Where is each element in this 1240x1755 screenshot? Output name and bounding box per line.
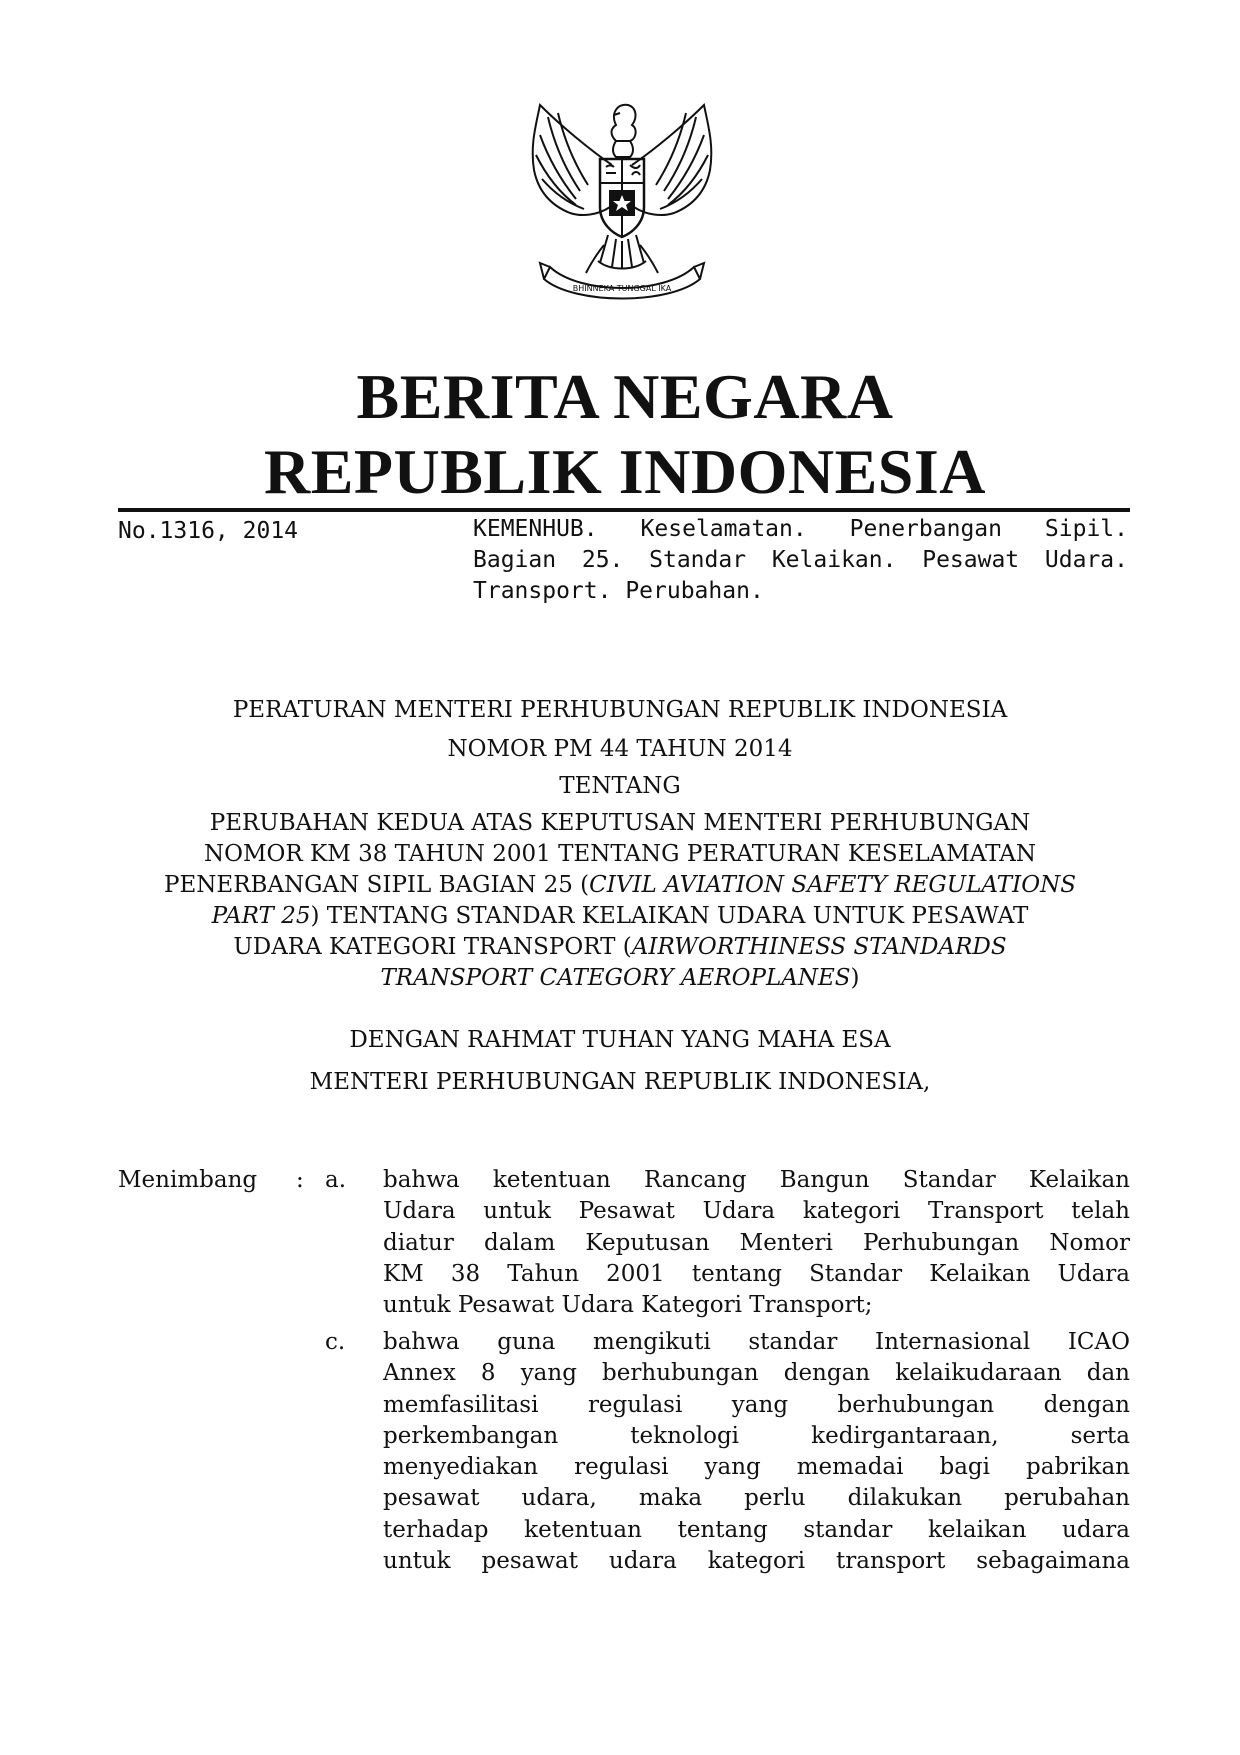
regulation-subject-segment: ) (850, 965, 860, 991)
considerations-colon: : (296, 1167, 304, 1193)
gazette-subject (473, 514, 1128, 607)
regulation-subject-segment: AIRWORTHINESS STANDARDS (631, 934, 1007, 960)
regulation-subject-line (110, 870, 1130, 901)
item-line: KM 38 Tahun 2001 tentang Standar Kelaikan Udara (383, 1260, 1130, 1287)
gazette-subject-line: KEMENHUB. Keselamatan. Penerbangan Sipil. (473, 516, 1128, 542)
regulation-subject-segment: TRANSPORT CATEGORY AEROPLANES (380, 965, 851, 991)
item-line: bahwa guna mengikuti standar Internasional ICAO (383, 1329, 1130, 1355)
regulation-subject-segment: PERUBAHAN KEDUA ATAS KEPUTUSAN MENTERI PERHUBUNGAN (209, 810, 1031, 836)
header-rule (118, 508, 1130, 512)
regulation-subject-line (110, 932, 1130, 963)
item-line: perkembangan teknologi kedirgantaraan, serta (383, 1422, 1130, 1449)
regulation-issuer: MENTERI PERHUBUNGAN REPUBLIK INDONESIA, (309, 1069, 931, 1095)
item-line: diatur dalam Keputusan Menteri Perhubungan Nomor (383, 1229, 1130, 1256)
regulation-subject-line (110, 901, 1130, 932)
emblem-motto: BHINNEKA TUNGGAL IKA (572, 284, 672, 293)
regulation-subject-segment: NOMOR KM 38 TAHUN 2001 TENTANG PERATURAN KESELAMATAN (204, 841, 1036, 867)
item-letter: c. (325, 1329, 346, 1355)
item-line: Udara untuk Pesawat Udara kategori Transport telah (383, 1198, 1130, 1225)
regulation-subject-line (110, 839, 1130, 870)
masthead-subtitle: REPUBLIK INDONESIA (263, 436, 987, 507)
item-text (383, 1327, 1130, 1577)
regulation-subject (110, 808, 1130, 994)
item-line: untuk pesawat udara kategori transport sebagaimana (383, 1548, 1130, 1575)
gazette-number: No.1316, 2014 (118, 518, 299, 544)
gazette-subject-line: Bagian 25. Standar Kelaikan. Pesawat Udara. (473, 547, 1128, 573)
item-line: terhadap ketentuan tentang standar kelaikan udara (383, 1516, 1130, 1543)
regulation-about: TENTANG (559, 773, 681, 799)
regulation-subject-segment: PART 25 (211, 903, 311, 929)
item-line: pesawat udara, maka perlu dilakukan perubahan (383, 1485, 1130, 1512)
regulation-number: NOMOR PM 44 TAHUN 2014 (447, 736, 793, 762)
regulation-subject-segment: PENERBANGAN SIPIL BAGIAN 25 ( (164, 872, 590, 898)
regulation-title: PERATURAN MENTERI PERHUBUNGAN REPUBLIK INDONESIA (232, 697, 1008, 723)
item-letter: a. (325, 1167, 347, 1193)
item-line: bahwa ketentuan Rancang Bangun Standar Kelaikan (383, 1167, 1130, 1193)
regulation-subject-segment: CIVIL AVIATION SAFETY REGULATIONS (589, 872, 1076, 898)
garuda-emblem (520, 95, 724, 305)
item-text (383, 1165, 1130, 1321)
masthead-title: BERITA NEGARA (356, 361, 894, 432)
regulation-subject-segment: ) TENTANG STANDAR KELAIKAN UDARA UNTUK PESAWAT (310, 903, 1029, 929)
regulation-subject-segment: UDARA KATEGORI TRANSPORT ( (233, 934, 632, 960)
gazette-subject-line: Transport. Perubahan. (473, 578, 764, 604)
item-line: menyediakan regulasi yang memadai bagi pabrikan (383, 1454, 1130, 1481)
regulation-invocation: DENGAN RAHMAT TUHAN YANG MAHA ESA (349, 1027, 891, 1053)
item-line: memfasilitasi regulasi yang berhubungan dengan (383, 1391, 1130, 1418)
item-line: Annex 8 yang berhubungan dengan kelaikudaraan dan (383, 1360, 1130, 1387)
regulation-subject-line (110, 963, 1130, 994)
item-line: untuk Pesawat Udara Kategori Transport; (383, 1292, 873, 1319)
considerations-label: Menimbang (118, 1167, 258, 1193)
regulation-subject-line (110, 808, 1130, 839)
